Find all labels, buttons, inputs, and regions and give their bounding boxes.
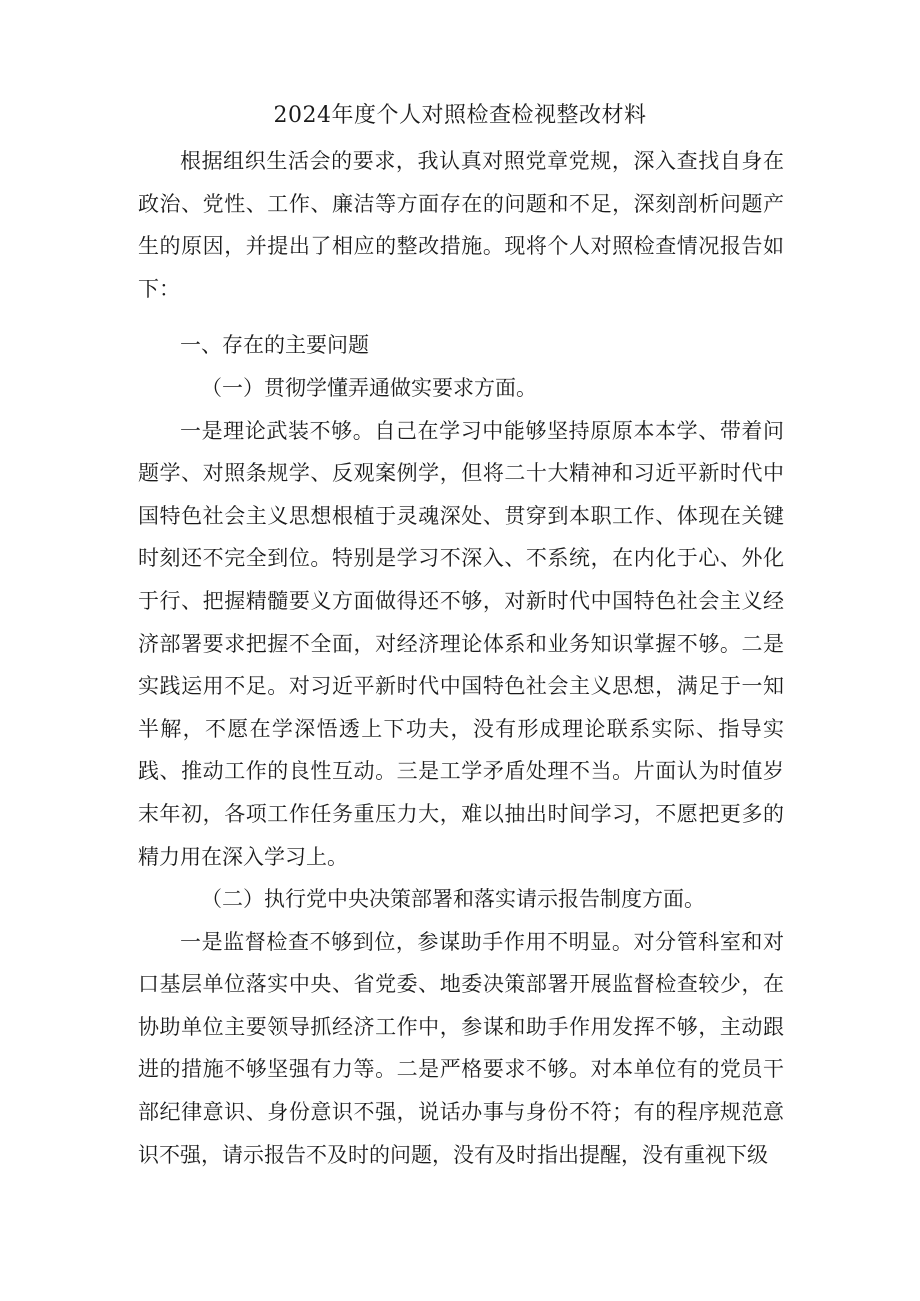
subsection-paragraph-1: 一是理论武装不够。自己在学习中能够坚持原原本本学、带着问题学、对照条规学、反观案例学，但将二十大精神和习近平新时代中国特色社会主义思想根植于灵魂深处、贯穿到本职工作、体现在关键时刻还不完全到位。特别是学习不深入、不系统，在内化于心、外化于行、把握精髓要义方面做得还不够，对新时代中国特色社会主义经济部署要求把握不全面，对经济理论体系和业务知识掌握不够。二是实践运用不足。对习近平新时代中国特色社会主义思想，满足于一知半解，不愿在学深悟透上下功夫，没有形成理论联系实际、指导实践、推动工作的良性互动。三是工学矛盾处理不当。片面认为时值岁末年初，各项工作任务重压力大，难以抽出时间学习，不愿把更多的精力用在深入学习上。 [138, 418, 784, 869]
document-body [138, 140, 784, 1176]
subsection-heading-2: （二）执行党中央决策部署和落实请示报告制度方面。 [201, 887, 705, 912]
subsection-paragraph-2: 一是监督检查不够到位，参谋助手作用不明显。对分管科室和对口基层单位落实中央、省党委、地委决策部署开展监督检查较少，在协助单位主要领导抓经济工作中，参谋和助手作用发挥不够，主动跟进的措施不够坚强有力等。二是严格要求不够。对本单位有的党员干部纪律意识、身份意识不强，说话办事与身份不符；有的程序规范意识不强，请示报告不及时的问题，没有及时指出提醒，没有重视下级 [138, 929, 784, 1167]
spacer [138, 310, 784, 324]
document-title: 2024年度个人对照检查检视整改材料 [273, 103, 647, 128]
section-heading-problems: 一、存在的主要问题 [180, 333, 369, 358]
intro-paragraph: 根据组织生活会的要求，我认真对照党章党规，深入查找自身在政治、党性、工作、廉洁等方面存在的问题和不足，深刻剖析问题产生的原因，并提出了相应的整改措施。现将个人对照检查情况报告如下： [138, 149, 784, 301]
subsection-heading-1: （一）贯彻学懂弄通做实要求方面。 [201, 375, 537, 400]
